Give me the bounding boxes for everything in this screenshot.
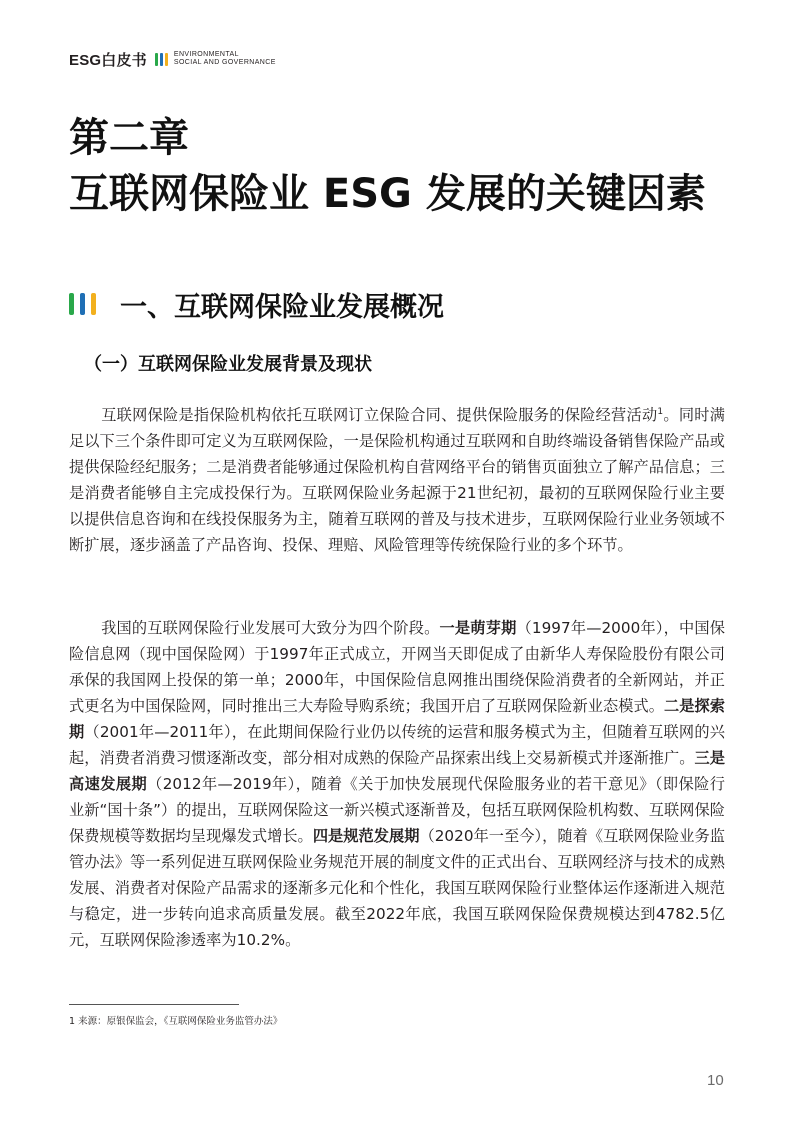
chapter-name: 互联网保险业 ESG 发展的关键因素: [69, 171, 706, 217]
brand-title: ESG白皮书: [69, 51, 147, 69]
paragraph-definition: [69, 402, 725, 558]
section-title: 一、互联网保险业发展概况: [120, 291, 444, 323]
paragraph-text: （2001年—2011年），在此期间保险行业仍以传统的运营和服务模式为主，但随着互联网的兴起，消费者消费习惯逐渐改变，部分相对成熟的保险产品探索出线上交易新模式并逐渐推广。: [69, 723, 725, 767]
paragraph-text: 。同时满足以下三个条件即可定义为互联网保险，一是保险机构通过互联网和自助终端设备销售保险产品或提供保险经纪服务；二是消费者能够通过保险机构自营网络平台的销售页面独立了解产品信息；三是消费者能够自主完成投保行为。互联网保险业务起源于21世纪初，最初的互联网保险行业主要以提供信息咨询和在线投保服务为主，随着互联网的普及与技术进步，互联网保险行业业务领域不断扩展，逐步涵盖了产品咨询、投保、理赔、风险管理等传统保险行业的多个环节。: [69, 406, 725, 554]
page-number: 10: [707, 1072, 724, 1089]
paragraph-text: （1997年—2000年），中国保险信息网（现中国保险网）于1997年正式成立，开网当天即促成了由新华人寿保险股份有限公司承保的我国网上投保的第一单；2000年，中国保险信息网推出围绕保险消费者的全新网站，并正式更名为中国保险网，同时推出三大寿险导购系统；我国开启了互联网保险新业态模式。: [69, 619, 726, 715]
yellow-bar: [165, 53, 168, 66]
green-bar: [155, 53, 158, 66]
paragraph-text: 互联网保险是指保险机构依托互联网订立保险合同、提供保险服务的保险经营活动: [101, 406, 658, 424]
paragraph-text: 我国的互联网保险行业发展可大致分为四个阶段。: [101, 619, 440, 637]
paragraph-stages: [69, 615, 725, 953]
subsection-title: （一）互联网保险业发展背景及现状: [84, 354, 372, 375]
blue-bar: [80, 293, 85, 315]
paragraph-text: （2020年一至今），随着《互联网保险业务监管办法》等一系列促进互联网保险业务规范开展的制度文件的正式出台、互联网经济与技术的成熟发展、消费者对保险产品需求的逐渐多元化和个性化，我国互联网保险行业整体运作逐渐进入规范与稳定，进一步转向追求高质量发展。截至2022年底，我国互联网保险保费规模达到4782.5亿元，互联网保险渗透率为10.2%。: [69, 827, 726, 949]
stage-label: 四是规范发展期: [312, 827, 420, 845]
stage-label: 三是高速发展期: [69, 749, 725, 793]
brand-subtitle: [174, 51, 276, 67]
section-heading: [69, 283, 444, 325]
yellow-bar: [91, 293, 96, 315]
stage-label: 一是萌芽期: [439, 619, 517, 637]
subtitle-line-2: SOCIAL AND GOVERNANCE: [173, 59, 276, 66]
footnote: 1 来源：原银保监会，《互联网保险业务监管办法》: [69, 1016, 283, 1027]
brand-color-bars: [155, 53, 168, 66]
subtitle-line-1: ENVIRONMENTAL: [173, 51, 239, 58]
footnote-marker: 1: [657, 406, 664, 417]
green-bar: [69, 293, 74, 315]
chapter-title: [69, 110, 749, 222]
chapter-number: 第二章: [69, 115, 189, 161]
paragraph-text: （2012年—2019年），随着《关于加快发展现代保险服务业的若干意见》（即保险行业新“国十条”）的提出，互联网保险这一新兴模式逐渐普及，包括互联网保险机构数、互联网保险保费规模等数据均呈现爆发式增长。: [69, 775, 725, 845]
header: [69, 48, 276, 70]
section-color-bars: [69, 293, 96, 315]
blue-bar: [160, 53, 163, 66]
stage-label: 二是探索期: [69, 697, 726, 741]
footnote-divider: [69, 1004, 239, 1005]
